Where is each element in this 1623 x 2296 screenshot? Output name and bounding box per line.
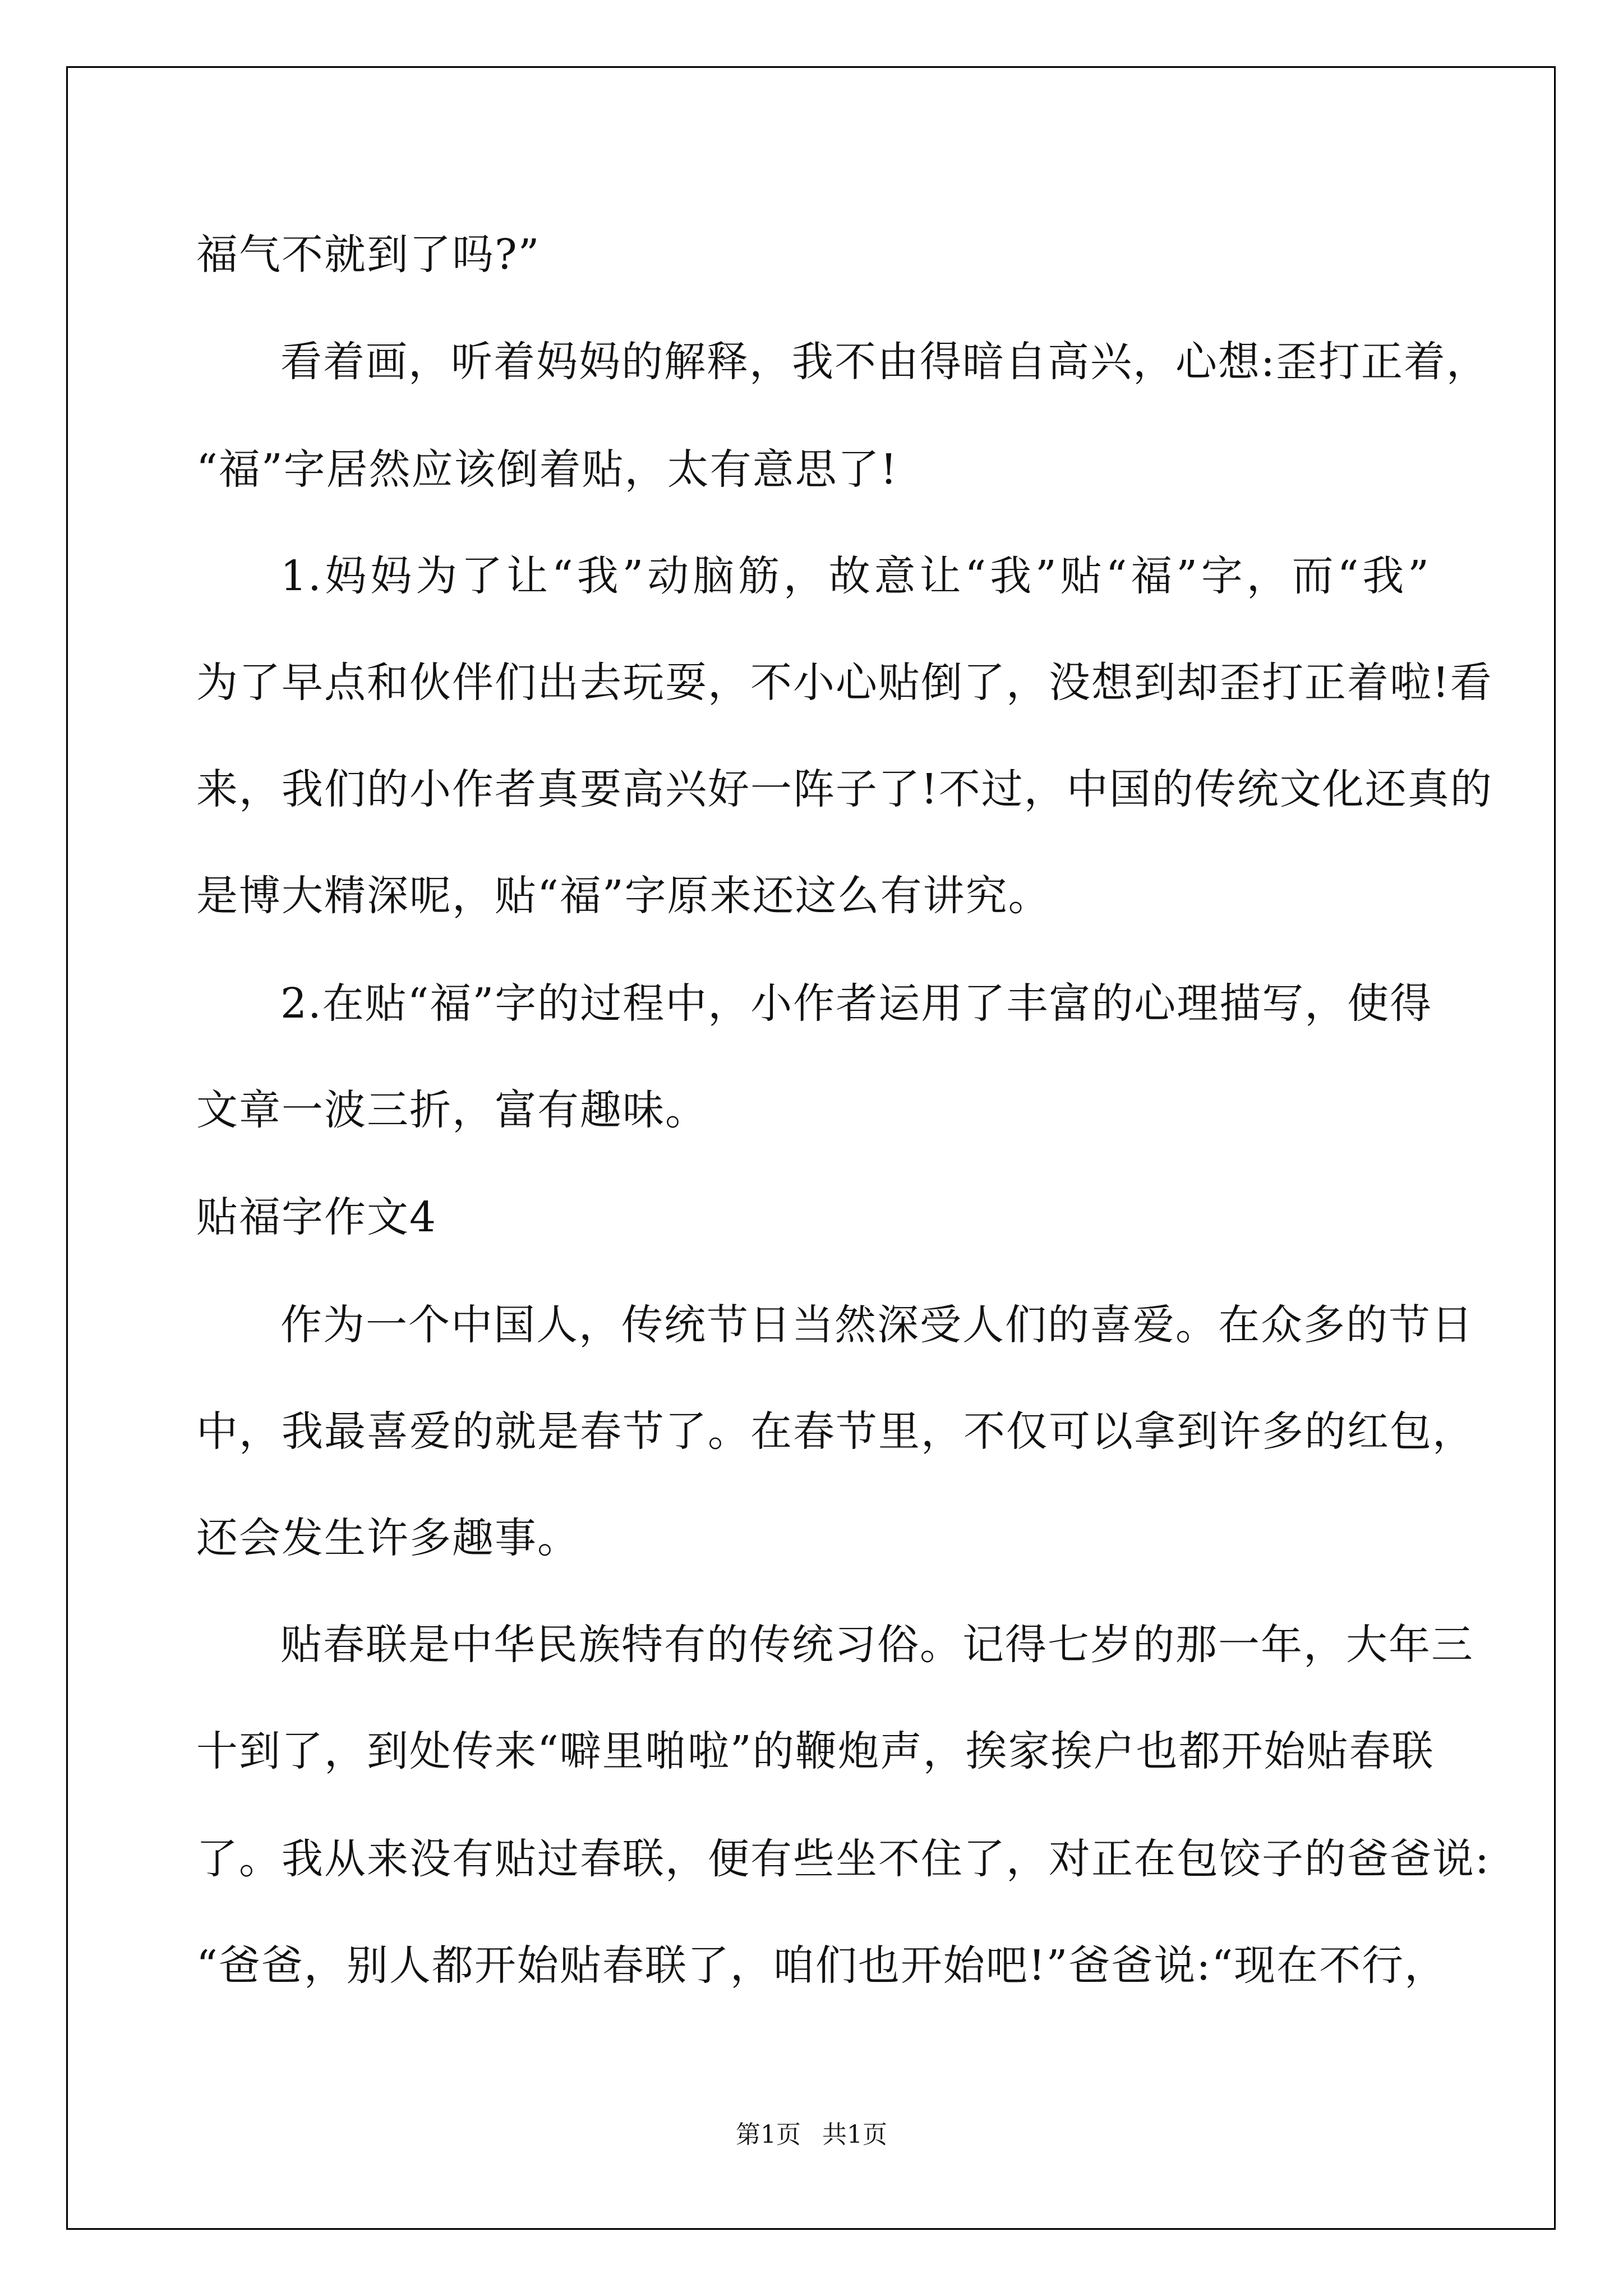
text-line: 十到了，到处传来“噼里啪啦”的鞭炮声，挨家挨户也都开始贴春联 <box>196 1727 1435 1775</box>
text-line: 中，我最喜爱的就是春节了。在春节里，不仅可以拿到许多的红包， <box>196 1407 1475 1456</box>
page-number: 第1页 <box>736 2120 801 2149</box>
text-line: 看着画，听着妈妈的解释，我不由得暗自高兴，心想:歪打正着， <box>280 338 1489 386</box>
text-line: 还会发生许多趣事。 <box>196 1514 580 1562</box>
text-line: 作为一个中国人，传统节日当然深受人们的喜爱。在众多的节日 <box>280 1301 1474 1349</box>
page-footer <box>0 2120 1623 2149</box>
text-line: 1.妈妈为了让“我”动脑筋，故意让“我”贴“福”字，而“我” <box>280 552 1430 600</box>
page-border <box>66 66 1556 2230</box>
text-line: “爸爸，别人都开始贴春联了，咱们也开始吧!”爸爸说:“现在不行， <box>196 1941 1447 1990</box>
text-line: 了。我从来没有贴过春联，便有些坐不住了，对正在包饺子的爸爸说: <box>196 1835 1490 1883</box>
text-line: 来，我们的小作者真要高兴好一阵子了!不过，中国的传统文化还真的 <box>196 765 1493 813</box>
text-line: 2.在贴“福”字的过程中，小作者运用了丰富的心理描写，使得 <box>280 979 1433 1028</box>
text-line: 是博大精深呢，贴“福”字原来还这么有讲究。 <box>196 872 1051 920</box>
section-heading: 贴福字作文4 <box>196 1193 437 1241</box>
text-line: 贴春联是中华民族特有的传统习俗。记得七岁的那一年，大年三 <box>280 1621 1474 1669</box>
text-line: 文章一波三折，富有趣味。 <box>196 1086 708 1134</box>
text-line: 福气不就到了吗?” <box>196 231 541 279</box>
page-total: 共1页 <box>822 2120 887 2149</box>
text-line: “福”字居然应该倒着贴，太有意思了! <box>196 445 898 494</box>
text-line: 为了早点和伙伴们出去玩耍，不小心贴倒了，没想到却歪打正着啦!看 <box>196 659 1493 707</box>
